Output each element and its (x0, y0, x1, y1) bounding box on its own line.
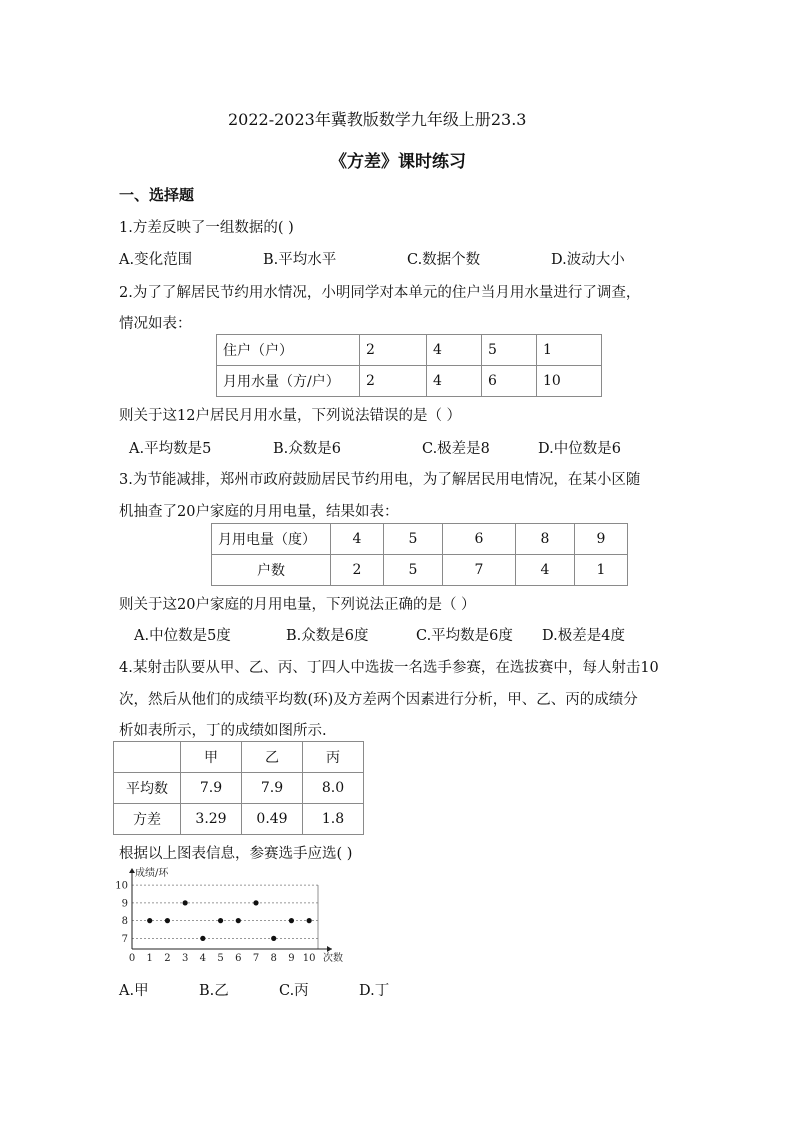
q4-question: 根据以上图表信息，参赛选手应选( ) (119, 846, 353, 862)
table-cell: 1 (537, 335, 602, 366)
document-title: 2022-2023年冀教版数学九年级上册23.3 (228, 110, 527, 129)
table-cell: 住户（户） (217, 335, 360, 366)
table-row (217, 366, 602, 397)
data-point (253, 900, 258, 905)
x-tick-label: 10 (302, 953, 316, 964)
q2-option-b[interactable]: B.众数是6 (273, 441, 341, 457)
q4-table (113, 741, 364, 835)
q3-option-c[interactable]: C.平均数是6度 (416, 628, 513, 644)
table-cell: 1.8 (303, 804, 364, 835)
y-tick-label: 10 (115, 880, 128, 892)
q4-option-a[interactable]: A.甲 (119, 983, 149, 999)
q4-option-c[interactable]: C.丙 (279, 983, 309, 999)
section-heading: 一、选择题 (119, 186, 195, 204)
table-cell: 户数 (212, 555, 331, 586)
table-cell: 5 (482, 335, 537, 366)
table-cell: 5 (384, 555, 443, 586)
table-row (217, 335, 602, 366)
table-cell: 8 (516, 524, 575, 555)
table-cell: 丙 (303, 742, 364, 773)
chart-axes (129, 868, 332, 952)
q1-stem: 1.方差反映了一组数据的( ) (119, 220, 294, 236)
x-tick-label: 7 (252, 953, 260, 964)
q3-stem-line2: 机抽查了20户家庭的月用电量，结果如表： (119, 504, 399, 520)
data-point (271, 936, 276, 941)
data-point (218, 918, 223, 923)
q1-option-d[interactable]: D.波动大小 (551, 252, 625, 268)
q4-stem-line1: 4.某射击队要从甲、乙、丙、丁四人中选拔一名选手参赛，在选拔赛中，每人射击10 (119, 660, 659, 676)
x-axis-arrow (327, 946, 332, 952)
table-cell: 7 (443, 555, 516, 586)
x-tick-label: 0 (128, 953, 136, 964)
q2-option-d[interactable]: D.中位数是6 (538, 441, 621, 457)
q4-stem-line3: 析如表所示，丁的成绩如图所示. (119, 723, 327, 739)
data-point (307, 918, 312, 923)
table-row (212, 524, 628, 555)
y-tick-label: 9 (121, 898, 128, 910)
table-cell (114, 742, 181, 773)
q4-option-b[interactable]: B.乙 (199, 983, 229, 999)
y-tick-label: 7 (121, 933, 128, 945)
q2-stem-line1: 2.为了了解居民节约用水情况，小明同学对本单元的住户当月用水量进行了调查， (119, 285, 641, 301)
data-point (200, 936, 205, 941)
table-cell: 4 (331, 524, 384, 555)
x-tick-label: 4 (199, 953, 207, 964)
q2-question: 则关于这12户居民月用水量，下列说法错误的是（ ） (119, 408, 462, 424)
table-row (114, 773, 364, 804)
q2-option-a[interactable]: A.平均数是5 (129, 441, 212, 457)
table-cell: 月用水量（方/户） (217, 366, 360, 397)
q3-stem-line1: 3.为节能减排，郑州市政府鼓励居民节约用电，为了解居民用电情况，在某小区随 (119, 472, 641, 488)
x-tick-label: 1 (146, 953, 153, 964)
y-axis-label: 成绩/环 (135, 868, 169, 879)
x-tick-label: 8 (270, 953, 277, 964)
y-tick-label: 8 (121, 916, 128, 928)
q3-question: 则关于这20户家庭的月用电量，下列说法正确的是（ ） (119, 597, 476, 613)
q3-option-a[interactable]: A.中位数是5度 (134, 628, 231, 644)
data-point (289, 918, 294, 923)
table-cell: 0.49 (242, 804, 303, 835)
data-point (236, 918, 241, 923)
x-tick-label: 6 (235, 953, 242, 964)
table-cell: 方差 (114, 804, 181, 835)
table-cell: 6 (443, 524, 516, 555)
q3-option-b[interactable]: B.众数是6度 (286, 628, 369, 644)
table-row (114, 804, 364, 835)
table-cell: 甲 (181, 742, 242, 773)
table-cell: 1 (575, 555, 628, 586)
data-point (183, 900, 188, 905)
table-cell: 9 (575, 524, 628, 555)
table-cell: 6 (482, 366, 537, 397)
q3-option-d[interactable]: D.极差是4度 (542, 628, 625, 644)
q2-table (216, 334, 602, 397)
table-cell: 4 (427, 335, 482, 366)
table-cell: 4 (427, 366, 482, 397)
table-cell: 2 (360, 366, 427, 397)
document-subtitle: 《方差》课时练习 (330, 152, 466, 172)
data-point (165, 918, 170, 923)
chart-ticks (115, 881, 315, 964)
table-cell: 7.9 (181, 773, 242, 804)
table-cell: 4 (516, 555, 575, 586)
table-cell: 乙 (242, 742, 303, 773)
table-row (212, 555, 628, 586)
table-cell: 2 (360, 335, 427, 366)
x-axis-label: 次数 (323, 953, 343, 964)
q3-table (211, 523, 628, 586)
q1-option-c[interactable]: C.数据个数 (407, 252, 481, 268)
q1-option-b[interactable]: B.平均水平 (263, 252, 337, 268)
q1-option-a[interactable]: A.变化范围 (119, 252, 193, 268)
x-tick-label: 3 (181, 953, 189, 964)
x-tick-label: 2 (164, 953, 171, 964)
table-cell: 平均数 (114, 773, 181, 804)
chart-grid (132, 885, 318, 949)
x-tick-label: 9 (288, 953, 295, 964)
table-row (114, 742, 364, 773)
q2-stem-line2: 情况如表： (119, 316, 192, 332)
q4-option-d[interactable]: D.丁 (359, 983, 390, 999)
table-cell: 2 (331, 555, 384, 586)
table-cell: 3.29 (181, 804, 242, 835)
q4-stem-line2: 次，然后从他们的成绩平均数(环)及方差两个因素进行分析，甲、乙、丙的成绩分 (119, 692, 638, 708)
x-tick-label: 5 (217, 953, 224, 964)
table-cell: 7.9 (242, 773, 303, 804)
score-scatter-chart (108, 866, 358, 966)
table-cell: 10 (537, 366, 602, 397)
table-cell: 8.0 (303, 773, 364, 804)
data-point (147, 918, 152, 923)
table-cell: 月用电量（度） (212, 524, 331, 555)
q2-option-c[interactable]: C.极差是8 (422, 441, 490, 457)
table-cell: 5 (384, 524, 443, 555)
